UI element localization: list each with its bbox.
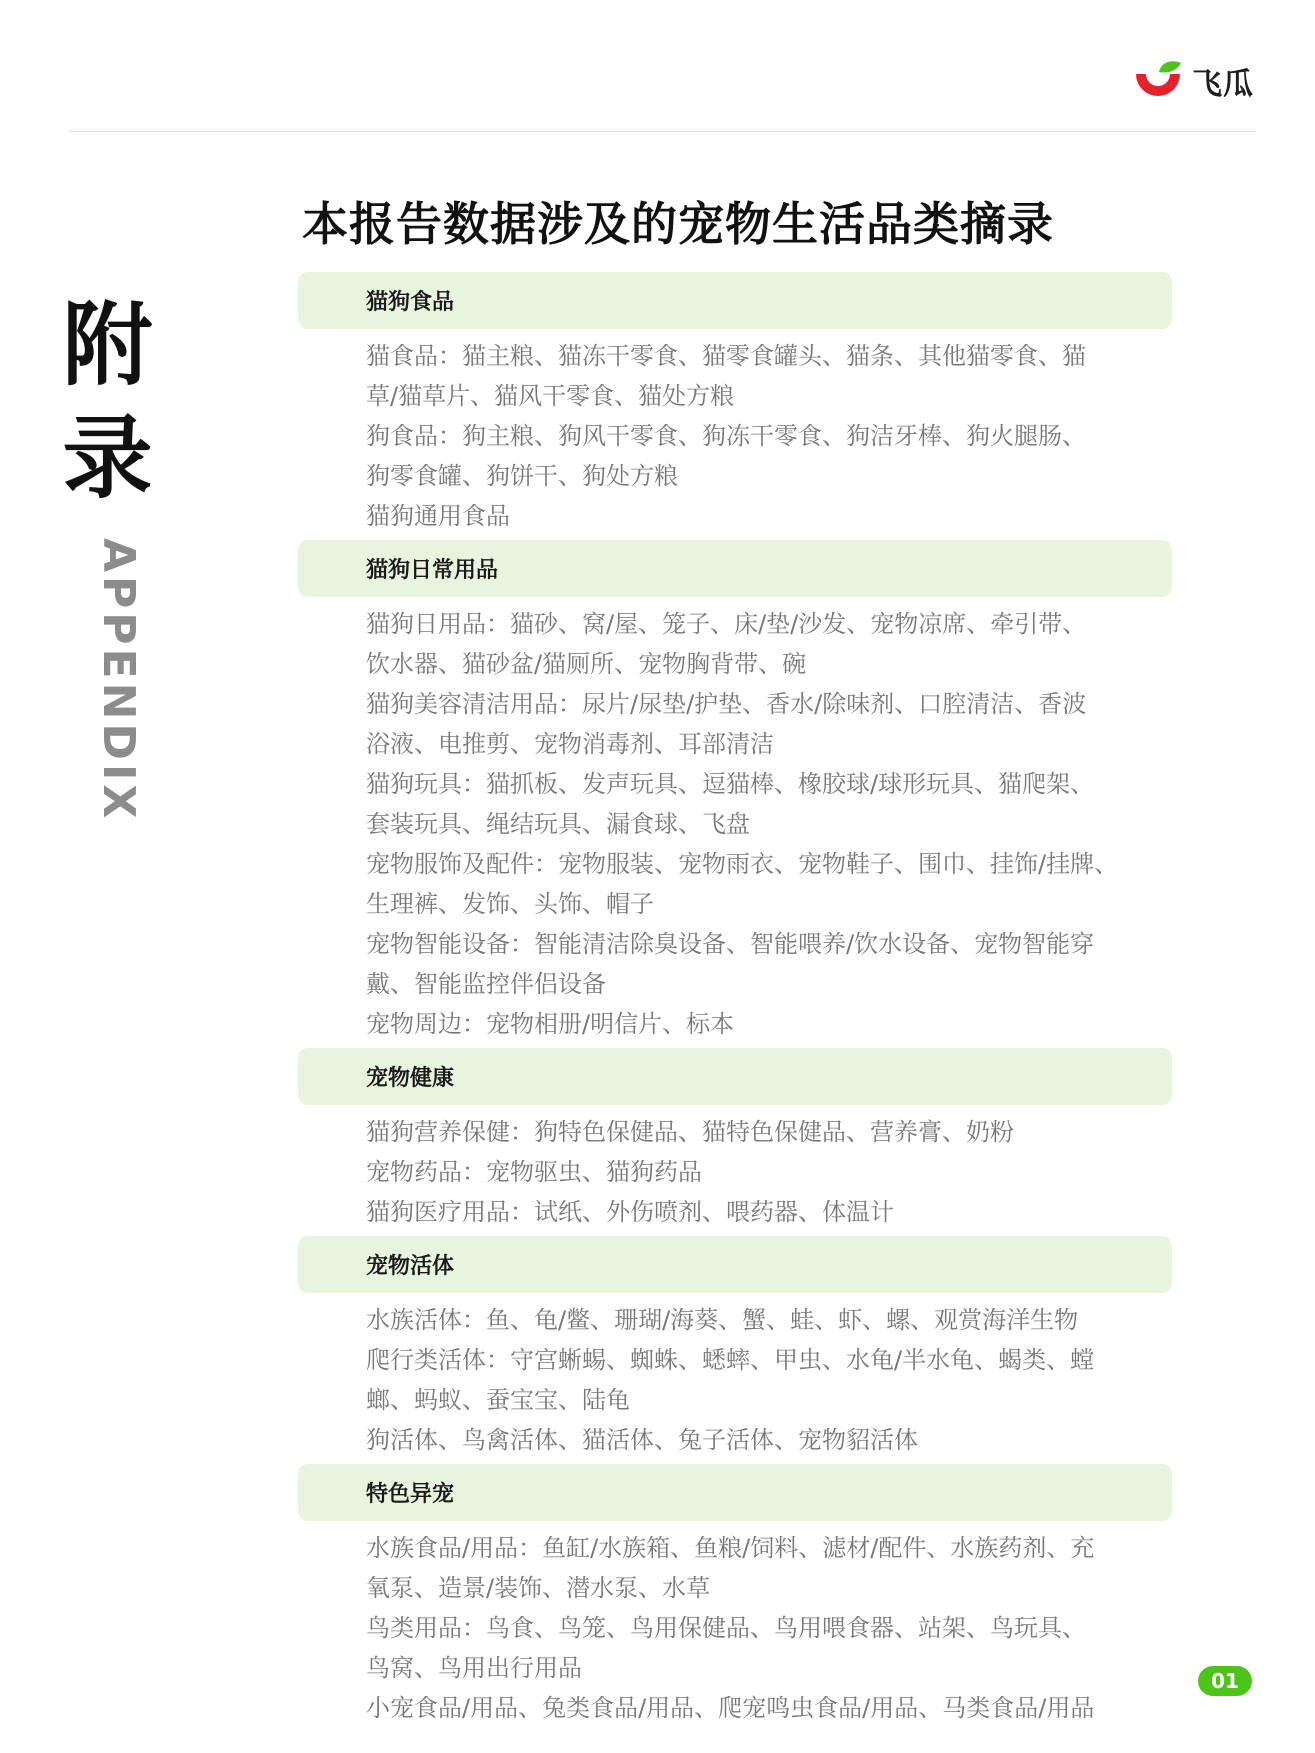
header-divider (68, 131, 1256, 132)
category-line: 猫狗美容清洁用品：尿片/尿垫/护垫、香水/除味剂、口腔清洁、香波 (366, 690, 1087, 718)
section-header: 特色异宠 (298, 1464, 1172, 1521)
section-header: 宠物健康 (298, 1048, 1172, 1105)
category-section-daily-supplies (298, 540, 1172, 1048)
category-line: 饮水器、猫砂盆/猫厕所、宠物胸背带、碗 (366, 650, 807, 678)
category-line: 宠物服饰及配件：宠物服装、宠物雨衣、宠物鞋子、围巾、挂饰/挂牌、 (366, 850, 1119, 878)
section-header: 宠物活体 (298, 1236, 1172, 1293)
category-line: 猫狗日用品：猫砂、窝/屋、笼子、床/垫/沙发、宠物凉席、牵引带、 (366, 610, 1087, 638)
category-line: 水族食品/用品：鱼缸/水族箱、鱼粮/饲料、滤材/配件、水族药剂、充 (366, 1534, 1095, 1562)
section-body (298, 597, 1172, 1048)
category-line: 宠物智能设备：智能清洁除臭设备、智能喂养/饮水设备、宠物智能穿 (366, 930, 1095, 958)
section-body (298, 1521, 1172, 1732)
page-title: 本报告数据涉及的宠物生活品类摘录 (302, 197, 1054, 251)
category-list (298, 272, 1172, 1732)
category-line: 猫狗营养保健：狗特色保健品、猫特色保健品、营养膏、奶粉 (366, 1118, 1014, 1146)
section-body (298, 1293, 1172, 1464)
page-number-badge: 01 (1198, 1666, 1252, 1696)
category-line: 狗活体、鸟禽活体、猫活体、兔子活体、宠物貂活体 (366, 1426, 918, 1454)
category-line: 氧泵、造景/装饰、潜水泵、水草 (366, 1574, 711, 1602)
category-line: 生理裤、发饰、头饰、帽子 (366, 890, 654, 918)
section-header: 猫狗食品 (298, 272, 1172, 329)
category-line: 鸟窝、鸟用出行用品 (366, 1654, 582, 1682)
category-line: 狗零食罐、狗饼干、狗处方粮 (366, 462, 678, 490)
category-section-food (298, 272, 1172, 540)
brand-logo (1132, 58, 1254, 104)
category-line: 螂、蚂蚁、蚕宝宝、陆龟 (366, 1386, 630, 1414)
category-section-exotic-pets (298, 1464, 1172, 1732)
appendix-title (60, 290, 155, 515)
category-section-live-animals (298, 1236, 1172, 1464)
category-line: 小宠食品/用品、兔类食品/用品、爬宠鸣虫食品/用品、马类食品/用品 (366, 1694, 1095, 1722)
appendix-title-char: 附 (62, 293, 153, 398)
category-line: 戴、智能监控伴侣设备 (366, 970, 606, 998)
feigua-logo-icon (1132, 58, 1188, 104)
section-body (298, 1105, 1172, 1236)
category-line: 宠物周边：宠物相册/明信片、标本 (366, 1010, 735, 1038)
logo-text: 飞瓜 (1192, 67, 1254, 102)
category-line: 水族活体：鱼、龟/鳖、珊瑚/海葵、蟹、蛙、虾、螺、观赏海洋生物 (366, 1306, 1079, 1334)
section-body (298, 329, 1172, 540)
category-line: 鸟类用品：鸟食、鸟笼、鸟用保健品、鸟用喂食器、站架、鸟玩具、 (366, 1614, 1086, 1642)
category-line: 宠物药品：宠物驱虫、猫狗药品 (366, 1158, 702, 1186)
category-line: 狗食品：狗主粮、狗风干零食、狗冻干零食、狗洁牙棒、狗火腿肠、 (366, 422, 1086, 450)
category-line: 套装玩具、绳结玩具、漏食球、飞盘 (366, 810, 750, 838)
category-line: 猫狗玩具：猫抓板、发声玩具、逗猫棒、橡胶球/球形玩具、猫爬架、 (366, 770, 1095, 798)
category-line: 猫狗通用食品 (366, 502, 510, 530)
category-line: 浴液、电推剪、宠物消毒剂、耳部清洁 (366, 730, 774, 758)
category-line: 草/猫草片、猫风干零食、猫处方粮 (366, 382, 735, 410)
appendix-vertical-label (93, 538, 144, 823)
section-header: 猫狗日常用品 (298, 540, 1172, 597)
category-line: 爬行类活体：守宫蜥蜴、蜘蛛、蟋蟀、甲虫、水龟/半水龟、蝎类、螳 (366, 1346, 1095, 1374)
appendix-title-char: 录 (62, 405, 153, 511)
appendix-subtitle: APPENDIX (93, 538, 144, 823)
category-line: 猫狗医疗用品：试纸、外伤喷剂、喂药器、体温计 (366, 1198, 894, 1226)
category-line: 猫食品：猫主粮、猫冻干零食、猫零食罐头、猫条、其他猫零食、猫 (366, 342, 1086, 370)
category-section-health (298, 1048, 1172, 1236)
